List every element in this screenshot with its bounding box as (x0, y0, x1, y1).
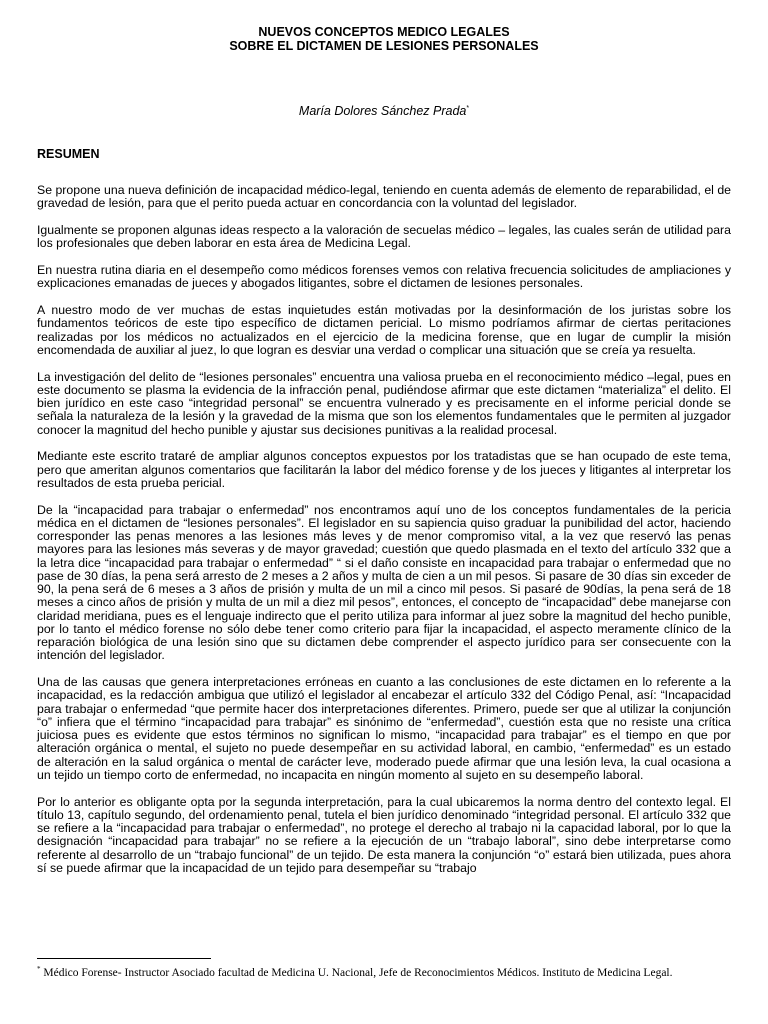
paragraph-6: Mediante este escrito trataré de ampliar algunos conceptos expuestos por los tratadistas que se han ocupado de este tema, pero que ameritan algunos comentarios que facilitarán la labor del médico forense y de los jueces y litigantes al interpretar los resultados de esta prueba pericial. (37, 449, 731, 490)
author-footnote-mark: * (466, 104, 470, 112)
paragraph-2: Igualmente se proponen algunas ideas respecto a la valoración de secuelas médico – legales, las cuales serán de utilidad para los profesionales que deben laborar en esta área de Medicina Legal. (37, 223, 731, 251)
footnote-text: Médico Forense- Instructor Asociado facultad de Medicina U. Nacional, Jefe de Reconocimientos Médicos. Instituto de Medicina Legal. (40, 966, 673, 979)
footnote-mark: * (37, 965, 41, 973)
title-line-2: SOBRE EL DICTAMEN DE LESIONES PERSONALES (229, 39, 539, 53)
author-line (0, 104, 768, 118)
paragraph-1: Se propone una nueva definición de incapacidad médico-legal, teniendo en cuenta además de elemento de reparabilidad, el de gravedad de lesión, para que el perito pueda actuar en concordancia con la voluntad del legislador. (37, 183, 731, 211)
paragraph-3: En nuestra rutina diaria en el desempeño como médicos forenses vemos con relativa frecuencia solicitudes de ampliaciones y explicaciones emanadas de jueces y abogados litigantes, sobre el dictamen de lesiones personales. (37, 263, 731, 291)
paragraph-4: A nuestro modo de ver muchas de estas inquietudes están motivadas por la desinformación de los juristas sobre los fundamentos teóricos de este tipo específico de dictamen pericial. Lo mismo podríamos afirmar de ciertas peritaciones realizadas por los médicos no actualizados en el ejercicio de la medicina forense, que en lugar de cumplir la misión encomendada de auxiliar al juez, lo que logran es desviar una verdad o complicar una situación que se creía ya resuelta. (37, 303, 731, 357)
section-heading: RESUMEN (37, 147, 100, 161)
paragraph-7: De la “incapacidad para trabajar o enfermedad” nos encontramos aquí uno de los conceptos fundamentales de la pericia médica en el dictamen de “lesiones personales”. El legislador en su sapiencia quiso graduar la punibilidad del actor, haciendo corresponder las penas menores a las lesiones más leves y de menor compromiso vital, a la vez que reservó las penas mayores para las lesiones más severas y de mayor gravedad; cuestión que quedo plasmada en el texto del artículo 332 que a la letra dice “incapacidad para trabajar o enfermedad” “ si el daño consiste en incapacidad para trabajar o enfermedad que no pase de 30 días, la pena será arresto de 2 meses a 2 años y multa de cien a un mil pesos. Si pasare de 30 días sin exceder de 90, la pena será de 6 meses a 3 años de prisión y multa de un mil a cinco mil pesos. Si pasaré de 90días, la pena será de 18 meses a cinco años de prisión y multa de un mil a diez mil pesos”, entonces, el concepto de “incapacidad” debe manejarse con claridad meridiana, pues es el lenguaje indirecto que el perito utiliza para informar al juez sobre la magnitud del hecho punible, por lo tanto el médico forense no sólo debe tener como criterio para fijar la incapacidad, el aspecto meramente clínico de la reparación biológica de una lesión sino que su dictamen debe comprender el aspecto jurídico para ser consecuente con la intención del legislador. (37, 502, 731, 663)
paragraph-5: La investigación del delito de “lesiones personales” encuentra una valiosa prueba en el reconocimiento médico –legal, pues en este documento se plasma la evidencia de la infracción penal, pudiéndose afirmar que este dictamen “materializa” el delito. El bien jurídico en este caso “integridad personal” se encuentra vulnerado y es precisamente en el informe pericial donde se señala la naturaleza de la lesión y la gravedad de la misma que son los elementos fundamentales que le permiten al juzgador conocer la magnitud del hecho punible y ajustar sus decisiones punitivas a la realidad procesal. (37, 369, 731, 437)
footnote (37, 962, 731, 980)
paragraph-9: Por lo anterior es obligante opta por la segunda interpretación, para la cual ubicaremos la norma dentro del contexto legal. El título 13, capítulo segundo, del ordenamiento penal, tutela el bien jurídico denominado “integridad personal. El artículo 332 que se refiere a la “incapacidad para trabajar o enfermedad”, no protege el derecho al trabajo ni la capacidad laboral, por lo que la designación “incapacidad para trabajar” no se refiere a la ejecución de un “trabajo laboral”, sino debe interpretarse como referente al desarrollo de un “trabajo funcional” de un tejido. De esta manera la conjunción “o” estará bien utilizada, pues ahora sí se puede afirmar que la incapacidad de un tejido para desempeñar su “trabajo (37, 794, 731, 875)
document-title (0, 25, 768, 53)
footnote-divider (37, 958, 211, 959)
body-text (37, 184, 731, 889)
author-name: María Dolores Sánchez Prada (298, 104, 467, 118)
paragraph-8: Una de las causas que genera interpretaciones erróneas en cuanto a las conclusiones de este dictamen en lo referente a la incapacidad, es la redacción ambigua que utilizó el legislador al encabezar el artículo 332 del Código Penal, así: “Incapacidad para trabajar o enfermedad “que permite hacer dos interpretaciones diferentes. Primero, puede ser que al utilizar la conjunción “o” infiera que el término “incapacidad para trabajar” es sinónimo de “enfermedad”, cuestión esta que no resiste una crítica juiciosa pues es evidente que estos términos no significan lo mismo, “incapacidad para trabajar” es el tiempo en que por alteración orgánica o mental, el sujeto no puede desempeñar en su actividad laboral, en cambio, “enfermedad” es un estado de alteración en la salud orgánica o mental de carácter leve, moderado puede afirmar que una lesión leva, la cual ocasiona a un tejido un tiempo corto de enfermedad, no incapacita en ningún momento al sujeto en su desempeño laboral. (37, 675, 731, 782)
title-line-1: NUEVOS CONCEPTOS MEDICO LEGALES (258, 25, 510, 39)
